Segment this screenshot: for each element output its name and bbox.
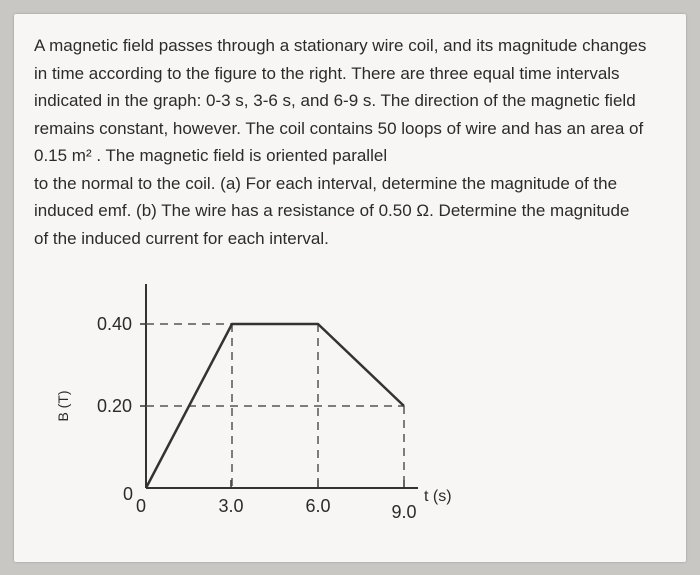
problem-line: to the normal to the coil. (a) For each interval, determine the magnitude of the xyxy=(34,173,618,193)
problem-line: indicated in the graph: 0-3 s, 3-6 s, and 6-9 s. The direction of the magnetic field xyxy=(34,91,636,110)
y-tick-label: 0.40 xyxy=(96,314,132,334)
x-axis-label: t (s) xyxy=(424,488,452,505)
problem-line: A magnetic field passes through a stationary wire coil, and its magnitude changes xyxy=(34,36,647,55)
problem-line: remains constant, however. The coil contains 50 loops of wire and has an area of xyxy=(34,118,644,138)
problem-line: in time according to the figure to the right. There are three equal time intervals xyxy=(34,63,620,83)
problem-line: induced emf. (b) The wire has a resistance of 0.50 Ω. Determine the magnitude xyxy=(34,201,630,220)
x-tick-label: 3.0 xyxy=(218,496,244,516)
x-tick-label: 6.0 xyxy=(305,496,331,516)
y-tick-label: 0 xyxy=(122,484,134,504)
x-tick-label: 9.0 xyxy=(391,502,417,522)
y-tick-label: 0.20 xyxy=(96,396,132,416)
x-tick-label: 0 xyxy=(135,496,147,516)
y-axis-label: B (T) xyxy=(55,390,71,422)
problem-line: of the induced current for each interval. xyxy=(34,228,329,248)
dashed-guides xyxy=(146,324,404,488)
problem-line: 0.15 m² . The magnetic field is oriented parallel xyxy=(34,146,388,165)
